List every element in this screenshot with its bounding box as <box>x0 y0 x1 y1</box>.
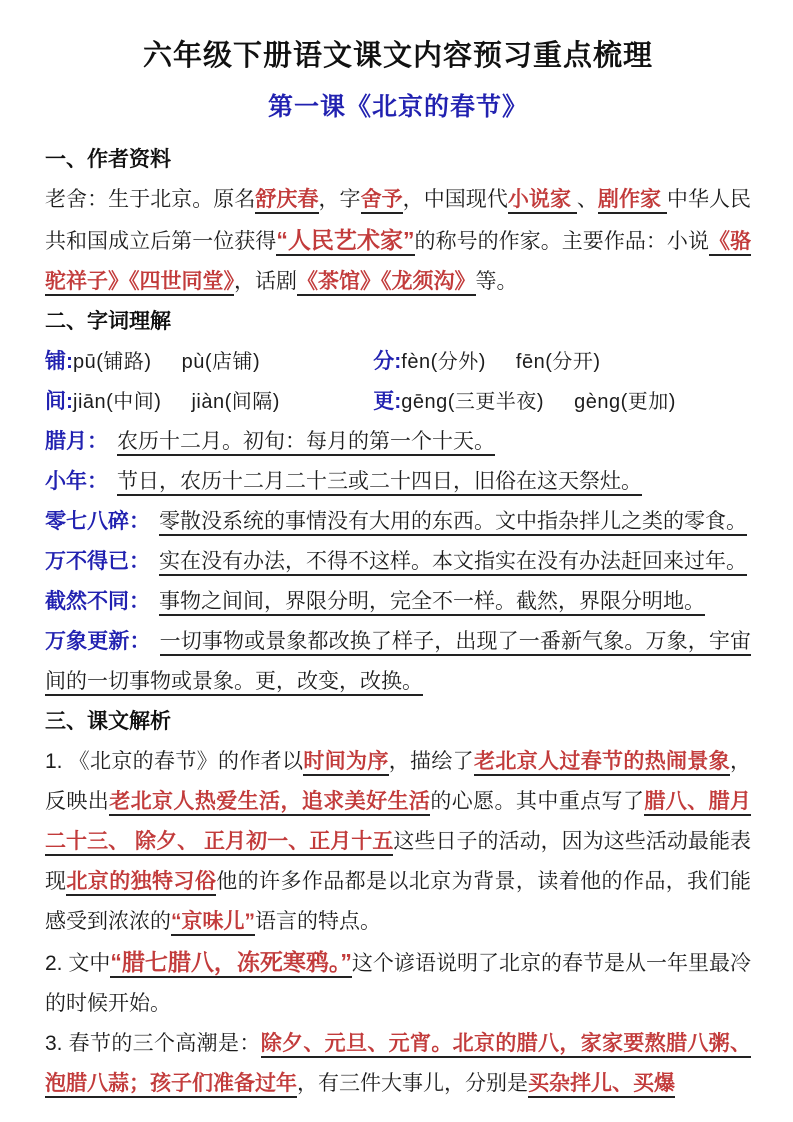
text-segment: 语言的特点。 <box>255 910 381 933</box>
text-segment: 3. 春节的三个高潮是： <box>45 1032 261 1055</box>
term-definition: 一切事物或景象都改换了样子，出现了一番新气象。万象，宇宙间的一切事物或景象。更，改变，改换。 <box>45 630 751 696</box>
term-line <box>45 542 751 582</box>
pinyin-entry: fēn(分开) <box>515 351 601 373</box>
text-segment: 的心愿。其中重点写了 <box>430 790 645 813</box>
text-segment: 中华人民共和国成立后第一位获得 <box>45 188 752 253</box>
text-segment: 、 <box>576 188 598 211</box>
section-heading-words: 二、字词理解 <box>45 310 171 333</box>
text-segment: 除夕、元旦、元宵。北京的腊八，家家要熬腊八粥、泡腊八蒜；孩子们准备过年 <box>45 1032 751 1098</box>
text-segment: ，字 <box>318 188 361 211</box>
analysis-item <box>45 942 751 1024</box>
text-segment: 1. 《北京的春节》的作者以 <box>45 750 304 773</box>
term-line <box>45 582 751 622</box>
text-segment: 老北京人热爱生活，追求美好生活 <box>109 790 430 816</box>
text-segment: 腊八、腊月二十三、 除夕、 正月初一、正月十五 <box>45 790 751 856</box>
text-segment: 他的许多作品都是以北京为背景，读着他的作品，我们能感受到浓浓的 <box>45 870 751 933</box>
term-definition: 零散没系统的事情没有大用的东西。文中指杂拌儿之类的零食。 <box>159 510 747 536</box>
page-title: 六年级下册语文课文内容预习重点梳理 <box>142 40 653 72</box>
term-word: 零七八碎： <box>45 510 150 533</box>
text-segment: ，中国现代 <box>402 188 508 211</box>
pinyin-row <box>373 382 751 422</box>
term-word: 截然不同： <box>45 590 150 613</box>
text-segment: 买杂拌儿、买爆 <box>528 1072 675 1098</box>
term-word: 小年： <box>45 470 108 493</box>
text-segment: 等。 <box>475 270 518 293</box>
pinyin-entry: pū(铺路) <box>73 351 152 373</box>
text-segment: 北京的独特习俗 <box>66 870 216 896</box>
text-segment: ，反映出 <box>45 750 752 813</box>
term-word: 万不得已： <box>45 550 150 573</box>
term-word: 万象更新： <box>45 630 151 653</box>
text-segment: “腊七腊八，冻死寒鸦。” <box>110 949 352 978</box>
text-segment: 舒庆春 <box>255 188 318 214</box>
pinyin-row <box>45 342 373 382</box>
text-segment: ，有三件大事儿，分别是 <box>297 1072 528 1095</box>
text-segment: 舍予 <box>361 188 403 214</box>
text-segment: 剧作家 <box>598 188 667 214</box>
text-segment: 老北京人过春节的热闹景象 <box>474 750 730 776</box>
term-line <box>45 422 751 462</box>
text-segment: “人民艺术家” <box>276 227 414 256</box>
text-segment: ，话剧 <box>234 270 297 293</box>
pinyin-headword: 铺: <box>45 350 73 373</box>
text-segment: 时间为序 <box>303 750 388 776</box>
section-author <box>45 140 751 302</box>
text-segment: ，描绘了 <box>388 750 475 773</box>
author-paragraph <box>45 180 751 302</box>
term-word: 腊月： <box>45 430 108 453</box>
pinyin-entry: pù(店铺) <box>181 351 261 373</box>
text-segment: 小说家 <box>508 188 577 214</box>
text-segment: 老舍：生于北京。原名 <box>45 188 256 211</box>
section-heading-author: 一、作者资料 <box>45 148 171 171</box>
pinyin-entry: jiān(中间) <box>73 391 162 413</box>
text-segment: 这个谚语说明了北京的春节是从一年里最冷的时候开始。 <box>45 952 752 1015</box>
analysis-item <box>45 742 751 942</box>
text-segment: 这些日子的活动，因为这些活动最能表现 <box>45 830 751 893</box>
text-segment: “京味儿” <box>171 910 255 936</box>
term-line <box>45 622 751 702</box>
section-heading-analysis: 三、课文解析 <box>45 710 171 733</box>
pinyin-entry: fèn(分外) <box>401 351 486 373</box>
pinyin-headword: 更: <box>373 390 402 413</box>
term-definition: 事物之间间，界限分明，完全不一样。截然，界限分明地。 <box>159 590 705 616</box>
analysis-item <box>45 1024 751 1104</box>
text-segment: 《茶馆》《龙须沟》 <box>297 270 476 296</box>
pinyin-entry: jiàn(间隔) <box>191 391 280 413</box>
pinyin-headword: 间: <box>45 390 73 413</box>
text-segment: 2. 文中 <box>45 952 111 975</box>
lesson-title: 第一课《北京的春节》 <box>267 93 528 121</box>
term-definition: 实在没有办法，不得不这样。本文指实在没有办法赶回来过年。 <box>159 550 747 576</box>
pinyin-grid <box>45 342 751 422</box>
term-list <box>45 422 751 702</box>
term-line <box>45 502 751 542</box>
text-segment: 的称号的作家。主要作品：小说 <box>414 230 709 253</box>
pinyin-row <box>373 342 751 382</box>
term-definition: 农历十二月。初旬：每月的第一个十天。 <box>117 430 495 456</box>
term-line <box>45 462 751 502</box>
pinyin-row <box>45 382 373 422</box>
analysis-list <box>45 742 751 1104</box>
section-words <box>45 302 751 702</box>
pinyin-entry: gēng(三更半夜) <box>401 391 545 413</box>
pinyin-headword: 分: <box>373 350 402 373</box>
term-definition: 节日，农历十二月二十三或二十四日，旧俗在这天祭灶。 <box>117 470 642 496</box>
section-analysis <box>45 702 751 1104</box>
pinyin-entry: gèng(更加) <box>574 391 676 413</box>
text-segment: 《骆驼祥子》《四世同堂》 <box>45 230 751 296</box>
